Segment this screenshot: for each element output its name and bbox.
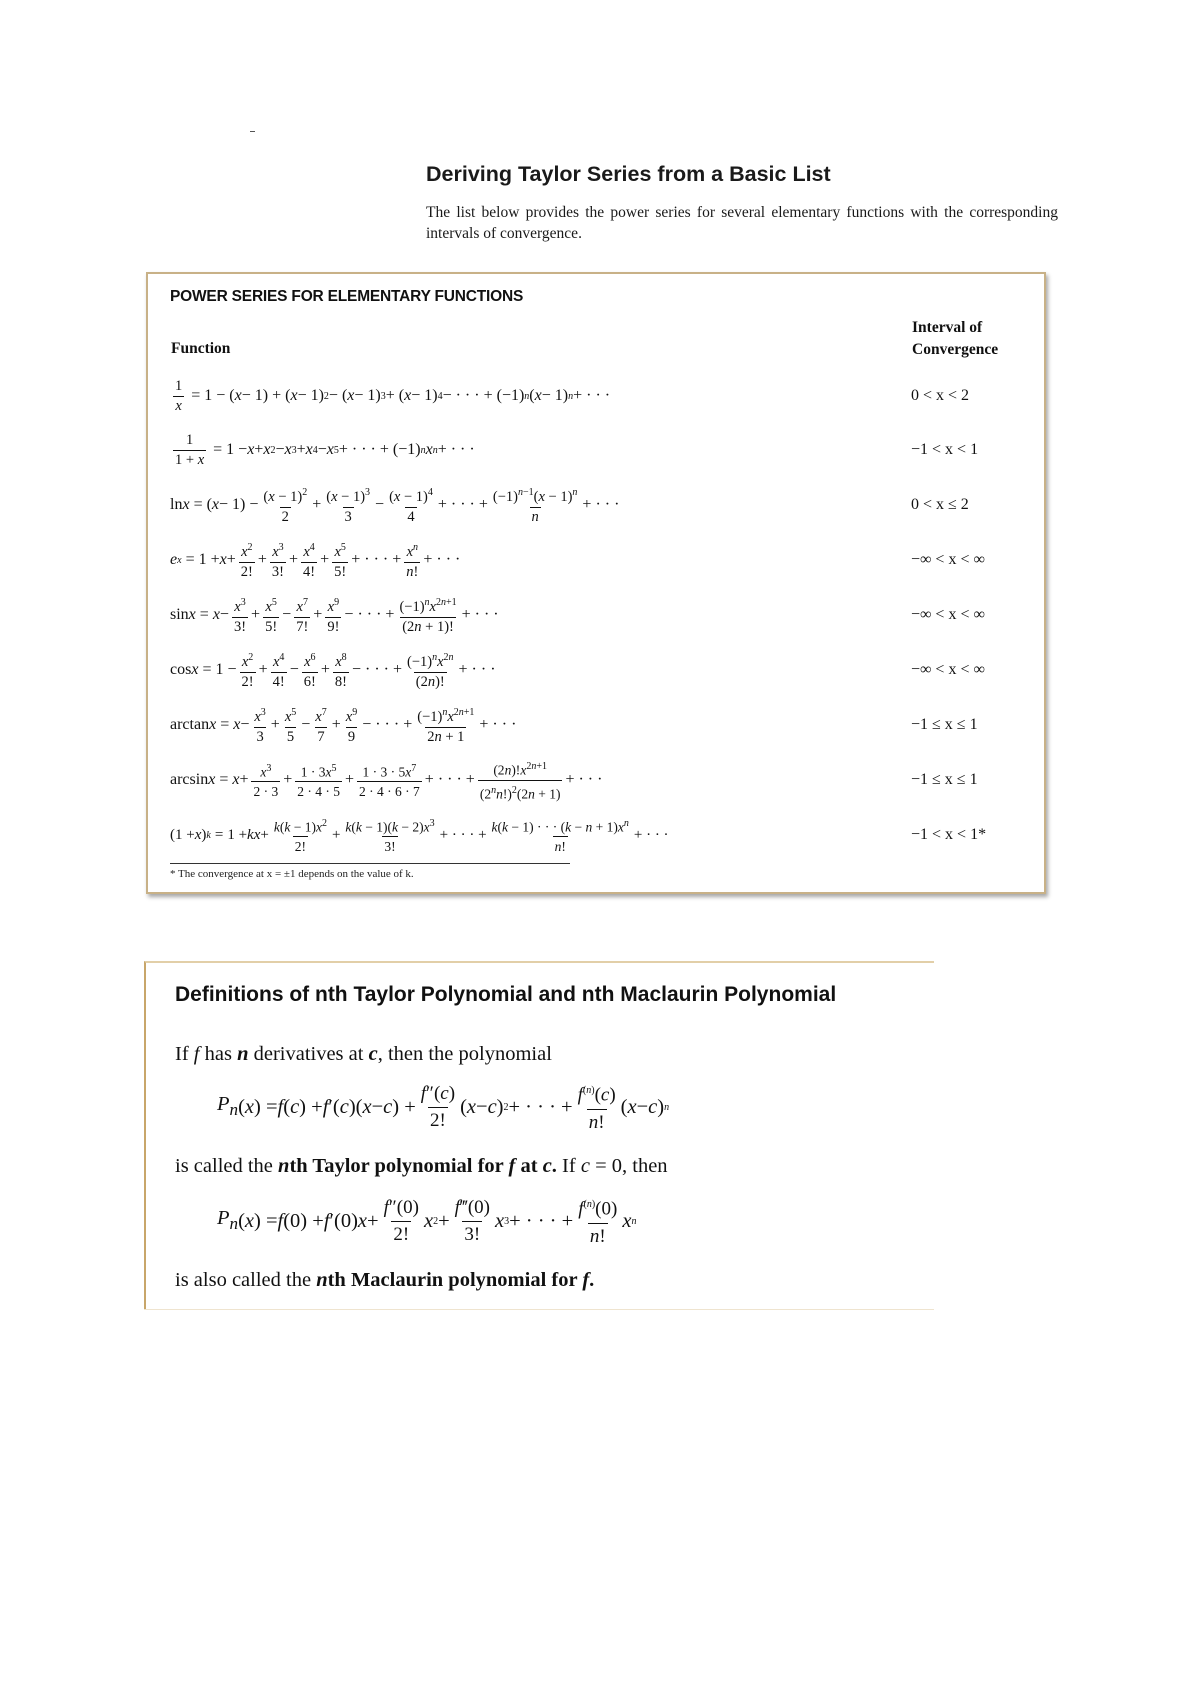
column-header-function: Function	[171, 340, 231, 357]
fraction: $\frac{f''(0)}{2!}$	[383, 1196, 419, 1245]
footnote: * The convergence at x = ±1 depends on the value of k.	[170, 868, 414, 880]
fraction: $\frac{f^{(n)}(c)}{n!}$	[577, 1084, 616, 1133]
series-formula-sin: sin x = x − $\frac{x^3}{3!}$ + $\frac{x^5}{5!}$ − $\frac{x^7}{7!}$ + $\frac{x^9}{9!}$ − · · · + $\frac{(-1)^nx^{2n+1}}{(2n + 1)!}$ + · · ·	[170, 589, 499, 641]
series-row	[170, 644, 1030, 696]
interval-value: −∞ < x < ∞	[911, 551, 985, 568]
series-formula-arctan: arctan x = x − $\frac{x^3}{3}$ + $\frac{x^5}{5}$ − $\frac{x^7}{7}$ + $\frac{x^9}{9}$ − · · · + $\frac{(-1)^nx^{2n+1}}{2n + 1}$ + · · ·	[170, 699, 516, 751]
fraction: $\frac{(-1)^{n-1}(x - 1)^n}{n}$	[492, 487, 578, 525]
definition-text-3: is also called the nth Maclaurin polynomial for f.	[175, 1269, 595, 1291]
stray-mark	[250, 131, 255, 132]
power-series-title: POWER SERIES FOR ELEMENTARY FUNCTIONS	[170, 288, 524, 305]
fraction: $\frac{x^9}{9}$	[345, 707, 358, 745]
series-row	[170, 589, 1030, 641]
maclaurin-polynomial-equation: $P_n$ ( x ) = f (0) + f ′(0) x + $\frac{f''(0)}{2!}$ x 2 + $\frac{f‴(0)}{3!}$ x 3 + · · · + $\frac{f^{(n)}(0)}{n!}$ x n	[217, 1189, 636, 1253]
fraction: $\frac{k(k - 1)x^2}{2!}$	[273, 817, 327, 855]
fraction: $\frac{x^7}{7}$	[315, 707, 327, 745]
fraction: $\frac{1}{x}$	[175, 377, 183, 414]
definition-title: Definitions of nth Taylor Polynomial and nth Maclaurin Polynomial	[175, 983, 837, 1006]
series-formula-exp: e x = 1 + x + $\frac{x^2}{2!}$ + $\frac{x^3}{3!}$ + $\frac{x^4}{4!}$ + $\frac{x^5}{5!}$ + · · · + $\frac{x^n}{n!}$ + · · ·	[170, 534, 460, 586]
series-formula-cos: cos x = 1 − $\frac{x^2}{2!}$ + $\frac{x^4}{4!}$ − $\frac{x^6}{6!}$ + $\frac{x^8}{8!}$ − · · · + $\frac{(-1)^nx^{2n}}{(2n)!}$ + · · ·	[170, 644, 496, 696]
fraction: $\frac{x^4}{4!}$	[272, 652, 285, 690]
fraction: $\frac{(x - 1)^4}{4}$	[389, 487, 433, 525]
fraction: $\frac{k(k - 1) \cdot \cdot \cdot (k - n + 1)x^n}{n!}$	[491, 817, 629, 855]
fraction: $\frac{1 \cdot 3x^5}{2 \cdot 4 \cdot 5}$	[297, 762, 341, 800]
fraction: $\frac{(2n)!x^{2n+1}}{(2^nn!)^2(2n + 1)}$	[479, 761, 561, 801]
fraction: $\frac{f^{(n)}(0)}{n!}$	[578, 1198, 618, 1247]
fraction: $\frac{x^9}{9!}$	[327, 597, 340, 635]
fraction: $\frac{x^3}{2 \cdot 3}$	[253, 762, 279, 800]
definition-box-bottom-edge	[144, 1309, 934, 1310]
series-formula-arcsin: arcsin x = x + $\frac{x^3}{2 \cdot 3}$ + $\frac{1 \cdot 3x^5}{2 \cdot 4 \cdot 5}$ + $\frac{1 \cdot 3 \cdot 5x^7}{2 \cdot 4 \cdot 6 \cdot 7}$ + · · · + $\frac{(2n)!x^{2n+1}}{(2^nn!)^2(2n + 1)}$ + · · ·	[170, 754, 602, 806]
fraction: $\frac{f‴(0)}{3!}$	[454, 1196, 490, 1245]
interval-value: −1 < x < 1*	[911, 826, 987, 843]
fraction: $\frac{x^3}{3}$	[254, 707, 266, 745]
fraction: $\frac{x^7}{7!}$	[296, 597, 309, 635]
fraction: $\frac{k(k - 1)(k - 2)x^3}{3!}$	[345, 817, 435, 855]
interval-value: −∞ < x < ∞	[911, 606, 985, 623]
fraction: $\frac{x^5}{5!}$	[265, 597, 278, 635]
interval-value: 0 < x < 2	[911, 387, 970, 404]
fraction: $\frac{(x - 1)^3}{3}$	[326, 487, 371, 525]
series-row	[170, 699, 1030, 751]
fraction: $\frac{x^5}{5!}$	[334, 542, 347, 580]
footnote-divider	[170, 863, 570, 864]
fraction: $\frac{x^6}{6!}$	[303, 652, 316, 690]
fraction: $\frac{x^3}{3!}$	[233, 597, 247, 635]
interval-value: −1 < x < 1	[911, 441, 979, 458]
intro-paragraph: The list below provides the power series for several elementary functions with the corresponding intervals of convergence.	[426, 204, 1058, 242]
series-row	[170, 370, 1030, 422]
fraction: $\frac{1}{1 + x}$	[175, 431, 205, 468]
interval-value: −1 ≤ x ≤ 1	[911, 771, 978, 788]
fraction: $\frac{x^3}{3!}$	[271, 542, 284, 580]
interval-value: 0 < x ≤ 2	[911, 496, 969, 513]
interval-value: −∞ < x < ∞	[911, 661, 985, 678]
series-row	[170, 754, 1030, 806]
fraction: $\frac{1 \cdot 3 \cdot 5x^7}{2 \cdot 4 \cdot 6 \cdot 7}$	[359, 762, 420, 800]
fraction: $\frac{x^8}{8!}$	[334, 652, 347, 690]
series-formula-ln: ln x = ( x − 1) − $\frac{(x - 1)^2}{2}$ + $\frac{(x - 1)^3}{3}$ − $\frac{(x - 1)^4}{4}$ + · · · + $\frac{(-1)^{n-1}(x - 1)^n}{n}$ + · · ·	[170, 479, 619, 531]
definition-text-1: If f has n derivatives at c, then the polynomial	[175, 1043, 552, 1065]
taylor-polynomial-equation: $P_n$ ( x ) = f ( c ) + f ′( c )( x − c ) + $\frac{f''(c)}{2!}$ ( x − c ) 2 + · · · + $\frac{f^{(n)}(c)}{n!}$ ( x − c ) n	[217, 1075, 669, 1139]
fraction: $\frac{x^5}{5}$	[284, 707, 297, 745]
series-formula-geometric: $\frac{1}{1 + x}$ = 1 − x + x 2 − x 3 + x 4 − x 5 + · · · + (−1) n x n + · · ·	[175, 431, 475, 468]
fraction: $\frac{(-1)^nx^{2n+1}}{(2n + 1)!}$	[399, 597, 457, 635]
series-formula-binomial: (1 + x ) k = 1 + kx + $\frac{k(k - 1)x^2}{2!}$ + $\frac{k(k - 1)(k - 2)x^3}{3!}$ + · · · + $\frac{k(k - 1) \cdot \cdot \cdot (k - n + 1)x^n}{n!}$ + · · ·	[170, 809, 669, 861]
series-formula-reciprocal: $\frac{1}{x}$ = 1 − ( x − 1) + ( x − 1) 2 − ( x − 1) 3 + ( x − 1) 4 − · · · + (−1) n ( x − 1) n + · · ·	[175, 377, 611, 414]
series-row	[170, 424, 1030, 476]
series-row	[170, 809, 1030, 861]
fraction: $\frac{x^n}{n!}$	[406, 542, 419, 580]
fraction: $\frac{(-1)^nx^{2n+1}}{2n + 1}$	[417, 707, 475, 745]
fraction: $\frac{f''(c)}{2!}$	[420, 1082, 456, 1131]
fraction: $\frac{x^2}{2!}$	[240, 542, 253, 580]
interval-value: −1 ≤ x ≤ 1	[911, 716, 978, 733]
series-row	[170, 534, 1030, 586]
definition-text-2: is called the nth Taylor polynomial for f at c. If c = 0, then	[175, 1155, 668, 1177]
definition-box	[144, 961, 934, 1310]
page-title: Deriving Taylor Series from a Basic List	[426, 162, 831, 186]
fraction: $\frac{(x - 1)^2}{2}$	[263, 487, 308, 525]
fraction: $\frac{x^2}{2!}$	[241, 652, 254, 690]
series-row	[170, 479, 1030, 531]
power-series-box	[146, 272, 1046, 894]
fraction: $\frac{(-1)^nx^{2n}}{(2n)!}$	[407, 652, 454, 690]
column-header-interval: Interval of Convergence	[912, 319, 999, 358]
fraction: $\frac{x^4}{4!}$	[303, 542, 316, 580]
